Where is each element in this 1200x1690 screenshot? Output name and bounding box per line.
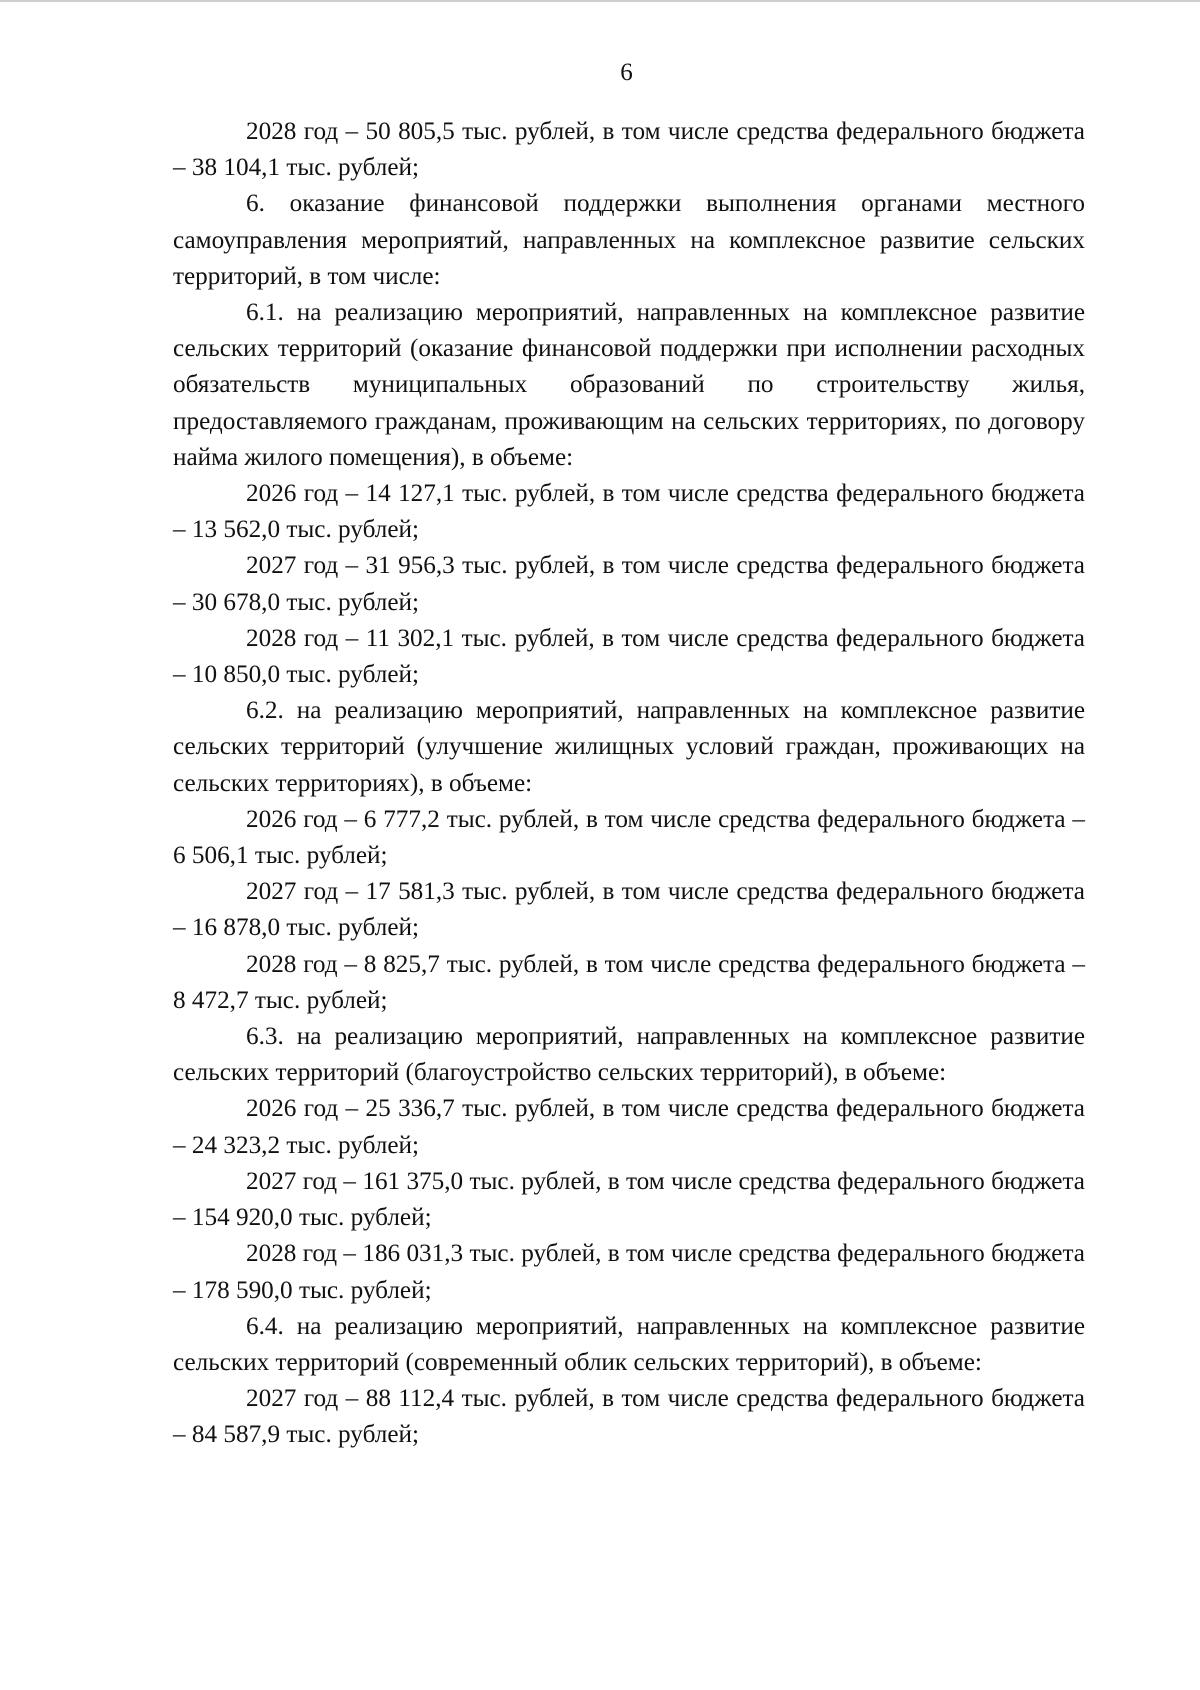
scan-edge-line: [0, 0, 1200, 2]
paragraph-6-1-2028: 2028 год – 11 302,1 тыс. рублей, в том числе средства федерального бюджета – 10 850,0 тыс. рублей;: [173, 624, 1085, 689]
paragraph-item-6: 6. оказание финансовой поддержки выполнения органами местного самоуправления мероприятий, направленных на комплексное развитие сельских территорий, в том числе:: [173, 190, 1085, 290]
page-number: 6: [620, 59, 633, 86]
paragraph-6-1-2026: 2026 год – 14 127,1 тыс. рублей, в том числе средства федерального бюджета – 13 562,0 тыс. рублей;: [173, 480, 1085, 544]
paragraph-6-3-2026: 2026 год – 25 336,7 тыс. рублей, в том числе средства федерального бюджета – 24 323,2 тыс. рублей;: [173, 1095, 1085, 1159]
paragraph-6-3-2028: 2028 год – 186 031,3 тыс. рублей, в том числе средства федерального бюджета – 178 590,0 тыс. рублей;: [173, 1240, 1085, 1304]
paragraph-item-6-1: 6.1. на реализацию мероприятий, направленных на комплексное развитие сельских территорий (оказание финансовой поддержки при исполнении расходных обязательств муниципальных образований по строительству жилья, предоставляемого гражданам, проживающим на сельских территориях, по договору найма жилого помещения), в объеме:: [173, 299, 1085, 471]
paragraph-item-6-4: 6.4. на реализацию мероприятий, направленных на комплексное развитие сельских территорий (современный облик сельских территорий), в объеме:: [173, 1312, 1085, 1376]
paragraph-item-6-2: 6.2. на реализацию мероприятий, направленных на комплексное развитие сельских территорий (улучшение жилищных условий граждан, проживающих на сельских территориях), в объеме:: [173, 697, 1085, 797]
paragraph-item-6-3: 6.3. на реализацию мероприятий, направленных на комплексное развитие сельских территорий (благоустройство сельских территорий), в объеме:: [173, 1023, 1085, 1087]
document-body: [173, 114, 1085, 1454]
paragraph-6-1-2027: 2027 год – 31 956,3 тыс. рублей, в том числе средства федерального бюджета – 30 678,0 тыс. рублей;: [173, 552, 1085, 616]
paragraph-2028-total: 2028 год – 50 805,5 тыс. рублей, в том числе средства федерального бюджета – 38 104,1 тыс. рублей;: [173, 118, 1085, 182]
paragraph-6-2-2028: 2028 год – 8 825,7 тыс. рублей, в том числе средства федерального бюджета – 8 472,7 тыс. рублей;: [173, 950, 1085, 1014]
paragraph-6-4-2027: 2027 год – 88 112,4 тыс. рублей, в том числе средства федерального бюджета – 84 587,9 тыс. рублей;: [173, 1385, 1085, 1449]
paragraph-6-2-2027: 2027 год – 17 581,3 тыс. рублей, в том числе средства федерального бюджета – 16 878,0 тыс. рублей;: [173, 878, 1085, 942]
paragraph-6-2-2026: 2026 год – 6 777,2 тыс. рублей, в том числе средства федерального бюджета – 6 506,1 тыс. рублей;: [173, 805, 1085, 870]
paragraph-6-3-2027: 2027 год – 161 375,0 тыс. рублей, в том числе средства федерального бюджета – 154 920,0 тыс. рублей;: [173, 1167, 1085, 1232]
